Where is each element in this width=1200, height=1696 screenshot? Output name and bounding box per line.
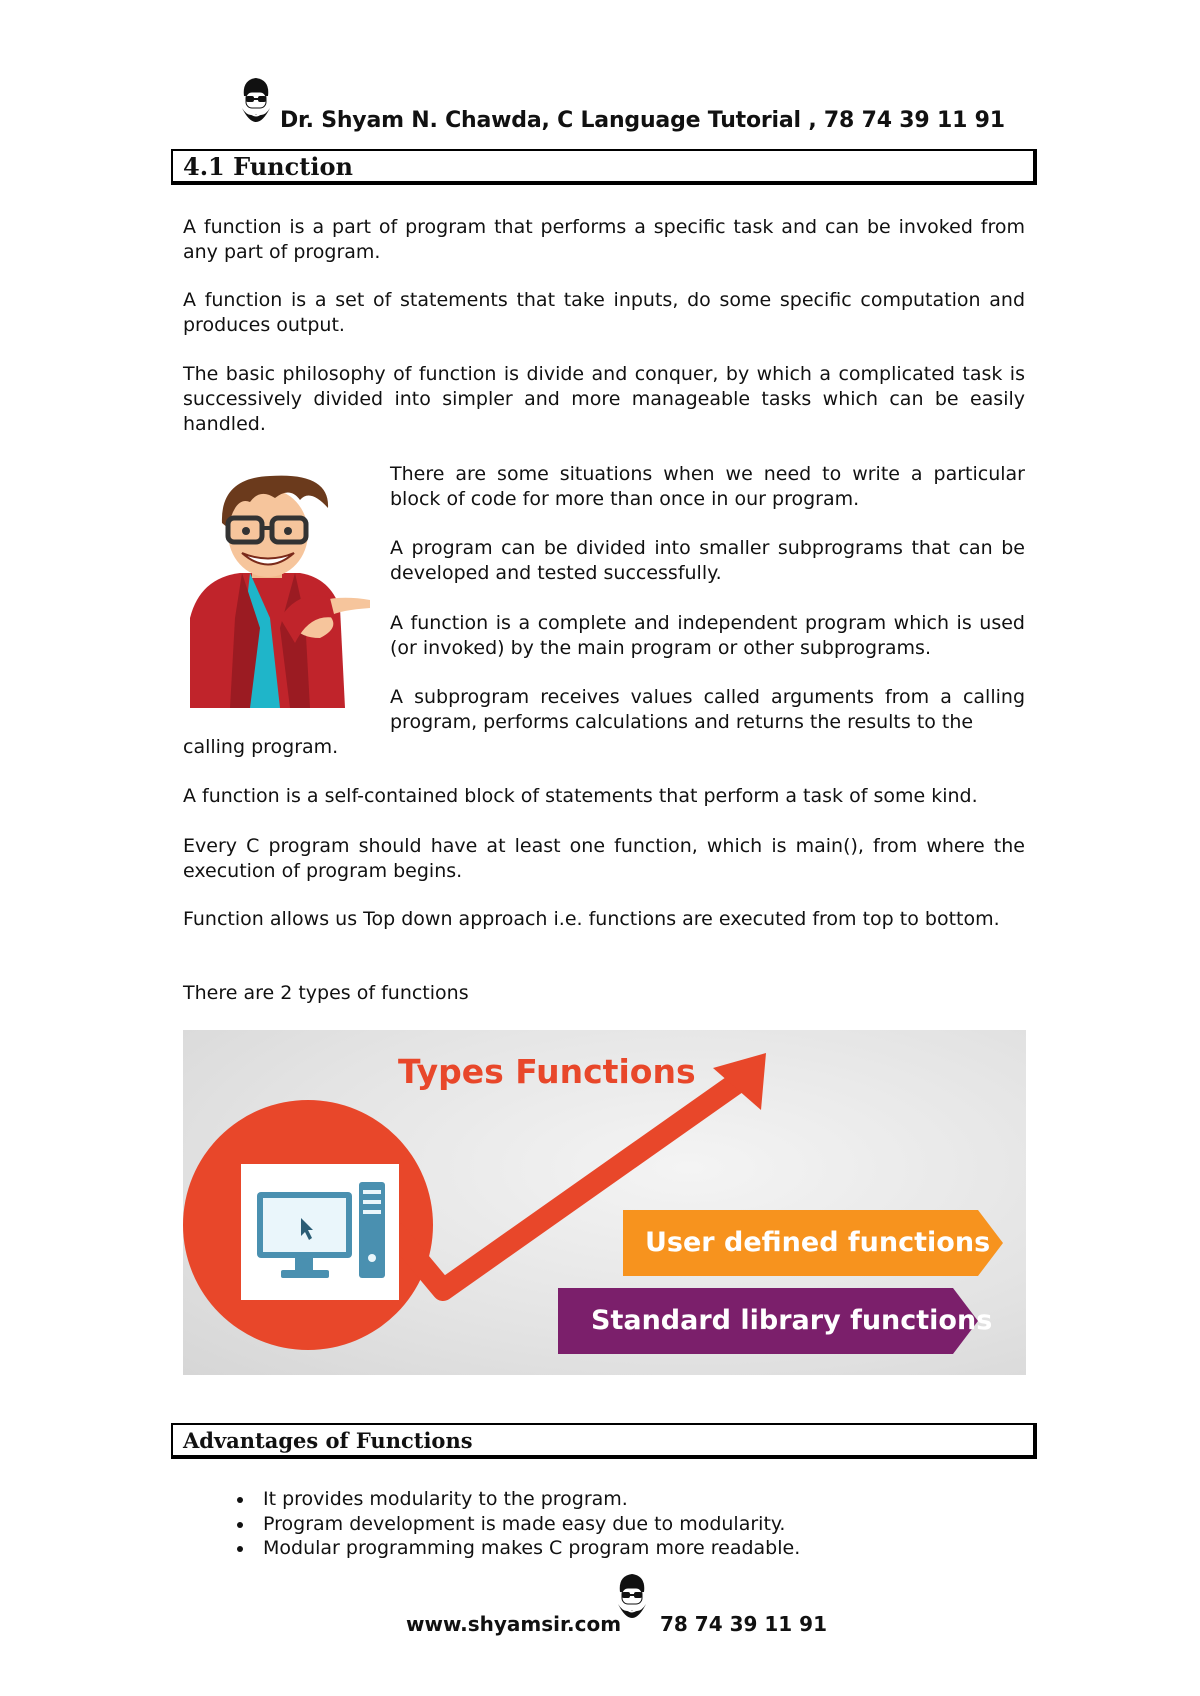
types-functions-banner [183,1030,1026,1375]
footer-website: www.shyamsir.com [406,1612,622,1636]
pointing-cartoon-man-icon [180,468,375,708]
paragraph: A function is a self-contained block of statements that perform a task of some kind. [183,785,978,807]
paragraph-continuation: calling program. [183,736,339,758]
bearded-man-logo-icon [236,74,276,138]
banner-title: Types Functions [398,1052,696,1091]
section-heading-advantages: Advantages of Functions [171,1423,1037,1459]
user-defined-functions-label: User defined functions [645,1227,991,1258]
list-item: • Modular programming makes C program more readable. [255,1536,1055,1561]
side-paragraph: There are some situations when we need to write a particular block of code for more than once in our program. [390,463,1025,510]
side-paragraph: A subprogram receives values called arguments from a calling program, performs calculations and returns the results to the [390,686,1025,733]
page-footer [0,1570,1200,1640]
paragraph: Every C program should have at least one function, which is main(), from where the execution of program begins. [183,835,1025,882]
desktop-computer-icon [255,1180,387,1290]
standard-library-functions-label: Standard library functions [591,1305,993,1336]
footer-phone: 78 74 39 11 91 [660,1612,828,1636]
section-heading-function: 4.1 Function [171,149,1037,185]
paragraph: A function is a set of statements that take inputs, do some specific computation and produces output. [183,289,1025,336]
paragraph: There are 2 types of functions [183,982,469,1004]
list-item: • It provides modularity to the program. [255,1487,1055,1512]
bearded-man-logo-icon [612,1570,652,1634]
paragraph: A function is a part of program that performs a specific task and can be invoked from any part of program. [183,216,1025,263]
advantages-list [215,1487,1055,1561]
list-item: • Program development is made easy due to modularity. [255,1512,1055,1537]
side-paragraph: A program can be divided into smaller subprograms that can be developed and tested successfully. [390,537,1025,584]
paragraph: The basic philosophy of function is divide and conquer, by which a complicated task is successively divided into simpler and more manageable tasks which can be easily handled. [183,363,1025,435]
header-title: Dr. Shyam N. Chawda, C Language Tutorial , 78 74 39 11 91 [280,108,1005,133]
page-header [0,70,1200,140]
paragraph: Function allows us Top down approach i.e. functions are executed from top to bottom. [183,908,1000,930]
side-paragraph: A function is a complete and independent program which is used (or invoked) by the main program or other subprograms. [390,612,1025,659]
